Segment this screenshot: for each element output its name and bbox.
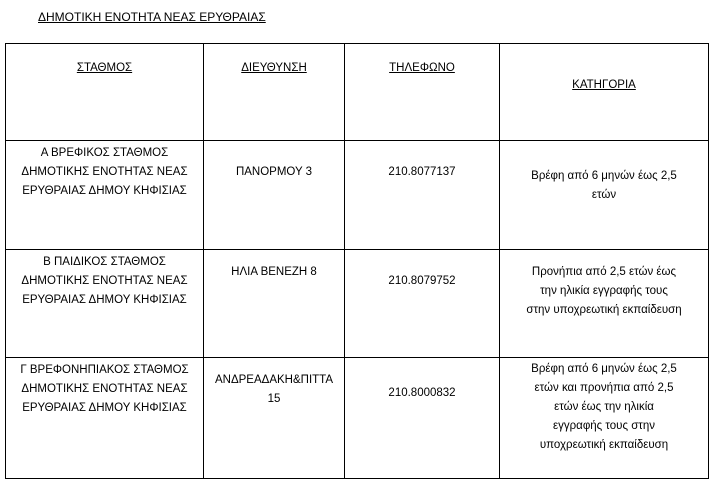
- header-category: ΚΑΤΗΓΟΡΙΑ: [500, 44, 709, 141]
- station-cell: [6, 250, 204, 358]
- station-cell: [6, 358, 204, 479]
- phone-value: 210.8077137: [388, 166, 456, 178]
- address-line: ΠΑΝΟΡΜΟΥ 3: [235, 166, 313, 178]
- phone-cell: [345, 250, 500, 358]
- category-line: ετών: [591, 189, 617, 201]
- category-line: ετών και προνήπια από 2,5: [534, 382, 674, 394]
- header-station: ΣΤΑΘΜΟΣ: [6, 44, 204, 141]
- station-line: ΕΡΥΘΡΑΙΑΣ ΔΗΜΟΥ ΚΗΦΙΣΙΑΣ: [22, 294, 187, 306]
- category-line: υποχρεωτική εκπαίδευση: [539, 439, 669, 451]
- station-line: ΕΡΥΘΡΑΙΑΣ ΔΗΜΟΥ ΚΗΦΙΣΙΑΣ: [22, 185, 187, 197]
- category-line: Προνήπια από 2,5 ετών έως: [531, 266, 677, 278]
- station-line: Β ΠΑΙΔΙΚΟΣ ΣΤΑΘΜΟΣ: [43, 256, 166, 268]
- category-cell: [500, 250, 709, 358]
- stations-table: [5, 43, 709, 479]
- phone-value: 210.8000832: [388, 387, 456, 399]
- category-line: στην υποχρεωτική εκπαίδευση: [526, 304, 682, 316]
- station-line: ΔΗΜΟΤΙΚΗΣ ΕΝΟΤΗΤΑΣ ΝΕΑΣ: [21, 275, 188, 287]
- phone-value: 210.8079752: [388, 275, 456, 287]
- category-line: Βρέφη από 6 μηνών έως 2,5: [531, 170, 677, 182]
- header-phone: ΤΗΛΕΦΩΝΟ: [345, 44, 500, 141]
- phone-cell: [345, 358, 500, 479]
- address-line: ΗΛΙΑ ΒΕΝΕΖΗ 8: [231, 266, 317, 278]
- station-cell: [6, 141, 204, 250]
- category-cell: [500, 358, 709, 479]
- table-row: [6, 358, 709, 479]
- address-cell: [204, 250, 345, 358]
- station-line: ΔΗΜΟΤΙΚΗΣ ΕΝΟΤΗΤΑΣ ΝΕΑΣ: [21, 383, 188, 395]
- station-line: Γ ΒΡΕΦΟΝΗΠΙΑΚΟΣ ΣΤΑΘΜΟΣ: [20, 364, 189, 376]
- category-line: την ηλικία εγγραφής τους: [540, 285, 668, 297]
- category-line: ετών έως την ηλικία: [554, 401, 654, 413]
- address-line: 15: [267, 393, 281, 405]
- station-line: Α ΒΡΕΦΙΚΟΣ ΣΤΑΘΜΟΣ: [40, 147, 169, 159]
- station-line: ΕΡΥΘΡΑΙΑΣ ΔΗΜΟΥ ΚΗΦΙΣΙΑΣ: [22, 402, 187, 414]
- category-cell: [500, 141, 709, 250]
- address-cell: [204, 141, 345, 250]
- address-cell: [204, 358, 345, 479]
- address-line: ΑΝΔΡΕΑΔΑΚΗ&ΠΙΤΤΑ: [214, 374, 334, 386]
- phone-cell: [345, 141, 500, 250]
- header-address: ΔΙΕΥΘΥΝΣΗ: [204, 44, 345, 141]
- station-line: ΔΗΜΟΤΙΚΗΣ ΕΝΟΤΗΤΑΣ ΝΕΑΣ: [21, 166, 188, 178]
- document-heading: ΔΗΜΟΤΙΚΗ ΕΝΟΤΗΤΑ ΝΕΑΣ ΕΡΥΘΡΑΙΑΣ: [38, 10, 266, 24]
- table-header-row: [6, 44, 709, 141]
- table-row: [6, 141, 709, 250]
- table-row: [6, 250, 709, 358]
- category-line: εγγραφής τους στην: [553, 420, 655, 432]
- category-line: Βρέφη από 6 μηνών έως 2,5: [531, 363, 677, 375]
